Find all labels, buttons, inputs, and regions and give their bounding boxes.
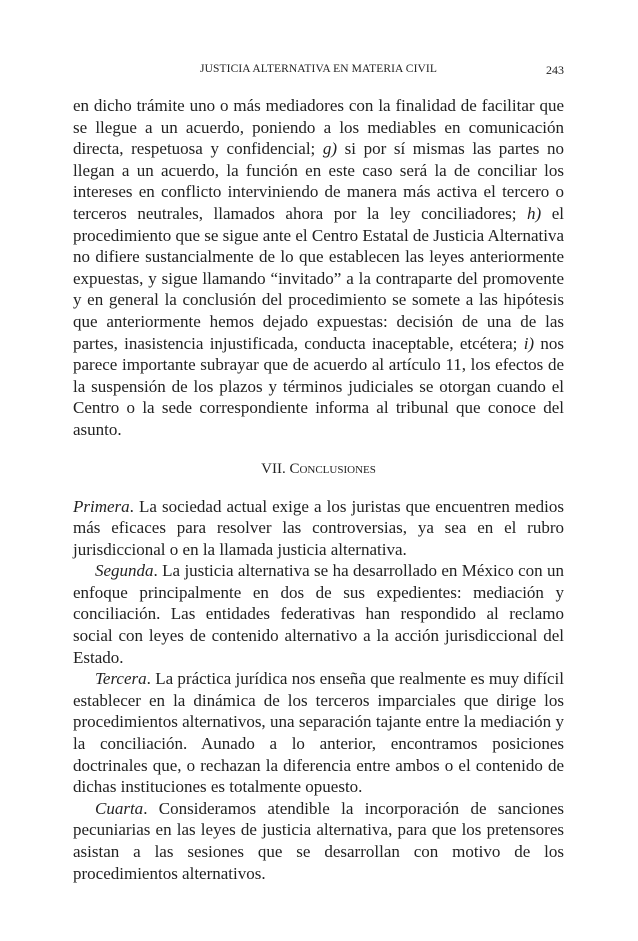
conclusion-lead: Segunda (95, 561, 154, 581)
conclusion-text: . La práctica jurídica nos enseña que realmente es muy difícil establecer en la dinámica de los terceros imparciales que dirige los procedimientos alternativos, una separación tajante entre la mediación y la conciliación. Aunado a lo anterior, encontramos posiciones doctrinales que, o rechazan la diferencia entre ambos o el contenido de dichas instituciones es totalmente opuesto. (73, 669, 564, 797)
conclusion-text: . Consideramos atendible la incorporación de sanciones pecuniarias en las leyes de justicia alternativa, para que los pretensores asistan a las sesiones que se desarrollan con motivo de los procedimientos alternativos. (73, 798, 564, 883)
list-marker-i: i) (523, 333, 535, 353)
conclusion-lead: Primera (73, 496, 130, 516)
section-number: VII. (261, 460, 286, 477)
intro-text-4: nos parece importante subrayar que de acuerdo al artículo 11, los efectos de la suspensión de los plazos y términos judiciales se otorgan cuando el Centro o la sede correspondiente informa al tribunal que conoce del asunto. (73, 333, 564, 439)
intro-text-1: en dicho trámite uno o más mediadores con la finalidad de facilitar que se llegue a un acuerdo, poniendo a los mediables en comunicación directa, respetuosa y confidencial; (73, 96, 564, 159)
list-marker-h: h) (527, 203, 542, 223)
running-header (73, 63, 564, 79)
conclusion-paragraph-cuarta (73, 798, 564, 884)
list-marker-g: g) (322, 139, 338, 159)
intro-paragraph (73, 95, 564, 441)
conclusion-text: . La justicia alternativa se ha desarrollado en México con un enfoque principalmente en dos de sus expedientes: mediación y conciliación. Las entidades federativas han respondido al reclamo social con leyes de contenido alternativo a la acción jurisdiccional del Estado. (73, 561, 564, 667)
conclusion-lead: Cuarta (95, 798, 144, 818)
conclusion-paragraph-segunda (73, 560, 564, 668)
conclusion-lead: Tercera (95, 669, 147, 689)
running-title: JUSTICIA ALTERNATIVA EN MATERIA CIVIL (200, 63, 437, 75)
conclusion-paragraph-tercera (73, 668, 564, 798)
intro-text-2: si por sí mismas las partes no llegan a un acuerdo, la función en este caso será la de conciliar los intereses en conflicto interviniendo de manera más activa el tercero o terceros neutrales, llamados ahora por la ley conciliadores; (73, 139, 564, 223)
section-title: Conclusiones (289, 460, 376, 477)
page-body (73, 95, 564, 884)
section-heading (73, 460, 564, 478)
intro-text-3: el procedimiento que se sigue ante el Centro Estatal de Justicia Alternativa no difiere sustancialmente de lo que establecen las leyes anteriormente expuestas, y sigue llamando “invitado” a la contraparte del promovente y en general la conclusión del procedimiento se somete a las hipótesis que anteriormente hemos dejado expuestas: decisión de una de las partes, inasistencia injustificada, conducta inaceptable, etcétera; (73, 203, 564, 353)
conclusion-paragraph-primera (73, 496, 564, 561)
conclusion-text: . La sociedad actual exige a los juristas que encuentren medios más eficaces para resolver las controversias, ya sea en el rubro jurisdiccional o en la llamada justicia alternativa. (73, 496, 564, 559)
page-number: 243 (546, 63, 564, 77)
